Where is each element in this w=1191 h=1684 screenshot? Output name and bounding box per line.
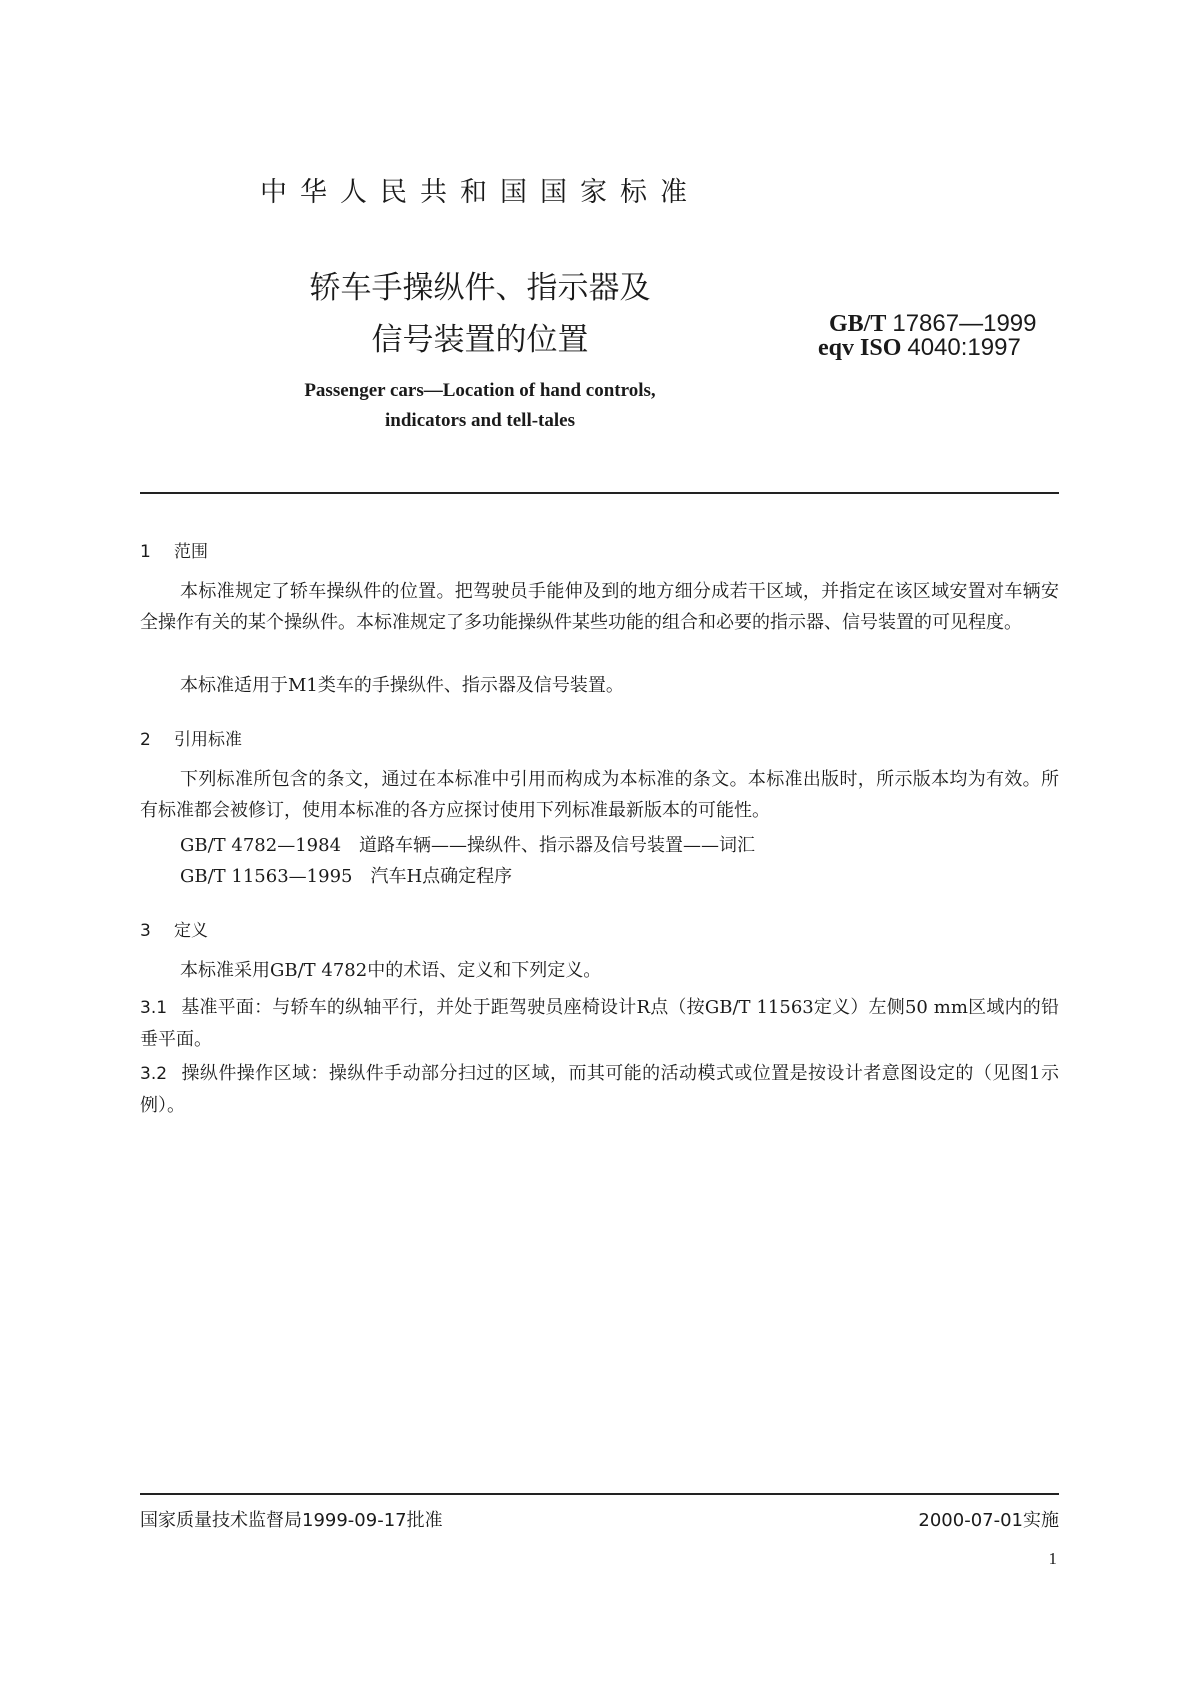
section-1-paragraph-2: 本标准适用于M1类车的手操纵件、指示器及信号装置。 <box>180 675 624 696</box>
section-1-number: 1 <box>140 542 151 562</box>
section-3-number: 3 <box>140 921 151 941</box>
equivalent-code-prefix: eqv ISO <box>818 335 902 361</box>
section-2-heading <box>140 725 242 750</box>
reference-title: 道路车辆——操纵件、指示器及信号装置——词汇 <box>359 835 756 856</box>
english-title-line-1: Passenger cars—Location of hand controls, <box>304 380 656 401</box>
reference-title: 汽车H点确定程序 <box>370 866 513 887</box>
equivalent-standard-code <box>818 334 1021 362</box>
clause-3-1 <box>140 992 1059 1055</box>
section-1-paragraph-1: 本标准规定了轿车操纵件的位置。把驾驶员手能伸及到的地方细分成若干区域，并指定在该区域安置对车辆安全操作有关的某个操纵件。本标准规定了多功能操纵件某些功能的组合和必要的指示器、信号装置的可见程度。 <box>140 581 1059 633</box>
equivalent-code-number: 4040:1997 <box>907 334 1021 361</box>
section-1-title: 范围 <box>174 542 208 562</box>
header-divider <box>140 492 1059 494</box>
section-3-heading <box>140 916 208 941</box>
reference-item <box>180 831 755 857</box>
clause-3-2-number: 3.2 <box>140 1064 168 1084</box>
reference-code: GB/T 11563—1995 <box>180 866 353 887</box>
section-3-paragraph-1: 本标准采用GB/T 4782中的术语、定义和下列定义。 <box>180 960 602 981</box>
reference-code: GB/T 4782—1984 <box>180 835 342 856</box>
section-2-paragraph-1: 下列标准所包含的条文，通过在本标准中引用而构成为本标准的条文。本标准出版时，所示版本均为有效。所有标准都会被修订，使用本标准的各方应探讨使用下列标准最新版本的可能性。 <box>140 769 1059 821</box>
section-1-heading <box>140 537 208 562</box>
page-number: 1 <box>1048 1549 1057 1568</box>
implementation-date: 2000-07-01实施 <box>918 1510 1059 1531</box>
clause-3-1-text: 基准平面：与轿车的纵轴平行，并处于距驾驶员座椅设计R点（按GB/T 11563定义）左侧50 mm区域内的铅垂平面。 <box>140 997 1059 1050</box>
clause-3-2-text: 操纵件操作区域：操纵件手动部分扫过的区域，而其可能的活动模式或位置是按设计者意图设定的（见图1示例）。 <box>140 1063 1059 1116</box>
national-standard-header: 中华人民共和国国家标准 <box>260 177 700 208</box>
clause-3-2 <box>140 1058 1059 1121</box>
section-2-number: 2 <box>140 730 151 750</box>
approval-line: 国家质量技术监督局1999-09-17批准 <box>140 1510 443 1531</box>
footer-divider <box>140 1493 1059 1495</box>
standard-code-number: 17867—1999 <box>892 310 1037 337</box>
clause-3-1-number: 3.1 <box>140 998 168 1018</box>
english-title-line-2: indicators and tell-tales <box>385 410 575 431</box>
document-title-line-1: 轿车手操纵件、指示器及 <box>309 270 651 306</box>
section-2-title: 引用标准 <box>174 730 242 750</box>
reference-item <box>180 862 512 888</box>
document-title-line-2: 信号装置的位置 <box>371 322 589 358</box>
standard-code-prefix: GB/T <box>829 311 887 337</box>
section-3-title: 定义 <box>174 921 208 941</box>
